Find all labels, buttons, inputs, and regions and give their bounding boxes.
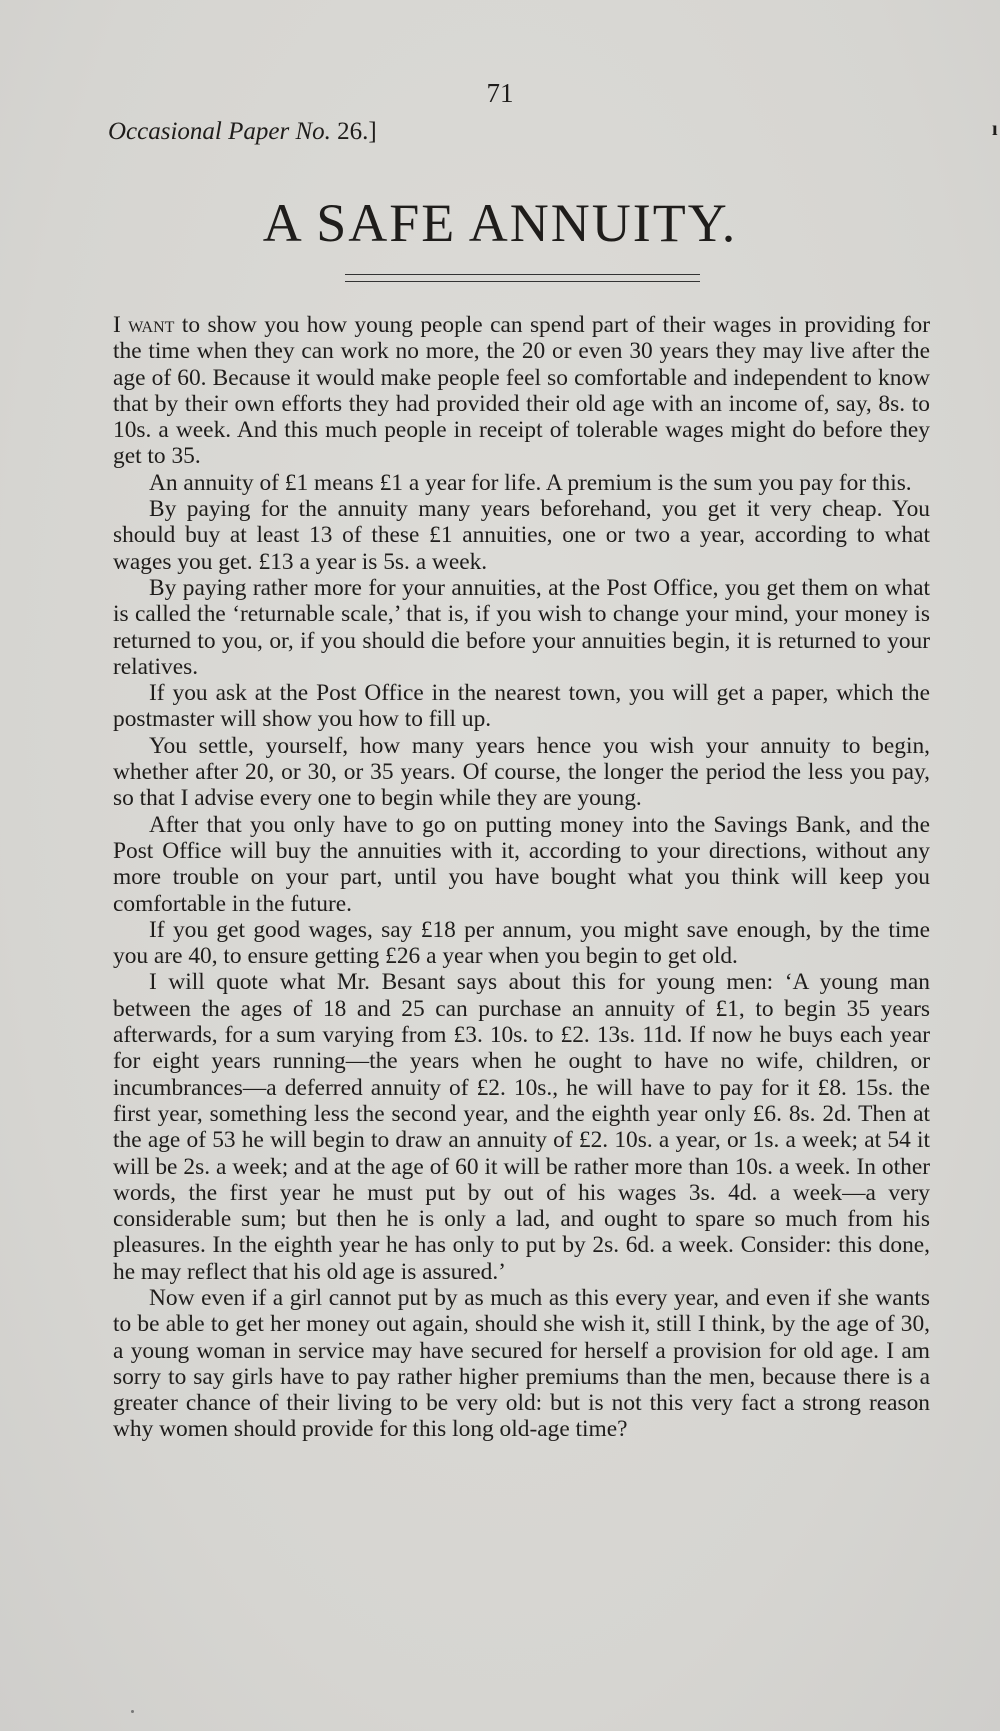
- series-label-text: Occasional Paper No.: [108, 118, 331, 145]
- paragraph: By paying rather more for your annuities, at the Post Office, you get them on what is called the ‘returnable scale,’ that is, if you wish to change your mind, your money is returned to you, or, if you should die before your annuities begin, it is returned to your relatives.: [113, 574, 930, 680]
- intro-rest: to show you how young people can spend part of their wages in providing for the time when they can work no more, the 20 or even 30 years they may live after the age of 60. Because it would make people feel so comfortable and independent to know that by their own efforts they had provided their old age with an income of, say, 8s. to 10s. a week. And this much people in receipt of tolerable wages might do before they get to 35.: [113, 312, 930, 470]
- series-label: [108, 118, 377, 146]
- paragraph: If you ask at the Post Office in the nearest town, you will get a paper, which the postmaster will show you how to fill up.: [113, 680, 930, 733]
- paragraph: By paying for the annuity many years beforehand, you get it very cheap. You should buy at least 13 of these £1 annuities, one or two a year, according to what wages you get. £13 a year is 5s. a week.: [113, 496, 930, 575]
- paragraph: If you get good wages, say £18 per annum, you might save enough, by the time you are 40, to ensure getting £26 a year when you begin to get old.: [113, 916, 930, 970]
- paragraph: After that you only have to go on putting money into the Savings Bank, and the Post Office will buy the annuities with it, according to your directions, without any more trouble on your part, until you have bought what you think will keep you comfortable in the future.: [113, 811, 930, 917]
- article-body: [113, 312, 930, 1443]
- paper-speck: [131, 1710, 134, 1713]
- paragraph: I will quote what Mr. Besant says about this for young men: ‘A young man between the ages of 18 and 25 can purchase an annuity of £1, to begin 35 years afterwards, for a sum varying from £3. 10s. to £2. 13s. 11d. If now he buys each year for eight years running—the years when he ought to have no wife, children, or incumbrances—a deferred annuity of £2. 10s., he will have to pay for it £8. 15s. the first year, something less the second year, and the eighth year only £6. 8s. 2d. Then at the age of 53 he will begin to draw an annuity of £2. 10s. a year, or 1s. a week; at 54 it will be 2s. a week; and at the age of 60 it will be rather more than 10s. a week. In other words, the first year he must put by out of his wages 3s. 4d. a week—a very considerable sum; but then he is only a lad, and ought to spare so much from his pleasures. In the eighth year he has only to put by 2s. 6d. a week. Consider: this done, he may reflect that his old age is assured.’: [113, 969, 930, 1285]
- paragraph: You settle, yourself, how many years hence you wish your annuity to begin, whether after 20, or 30, or 35 years. Of course, the longer the period the less you pay, so that I advise every one to begin while they are young.: [113, 732, 930, 812]
- paragraph-intro: [113, 312, 930, 470]
- page-number: 71: [486, 78, 514, 108]
- paragraph: An annuity of £1 means £1 a year for life. A premium is the sum you pay for this.: [149, 469, 912, 496]
- page-title: A SAFE ANNUITY.: [262, 193, 738, 253]
- series-number: 26.]: [337, 118, 377, 145]
- intro-lead: I want: [113, 312, 175, 338]
- paragraph: Now even if a girl cannot put by as much as this every year, and even if she wants to be able to get her money out again, should she wish it, still I think, by the age of 30, a young woman in service may have secured for herself a provision for old age. I am sorry to say girls have to pay rather higher premiums than the men, because there is a greater chance of their living to be very old: but is not this very fact a strong reason why women should provide for this long old-age time?: [113, 1284, 930, 1443]
- title-divider: [345, 274, 700, 282]
- edge-mark: ı: [992, 118, 998, 140]
